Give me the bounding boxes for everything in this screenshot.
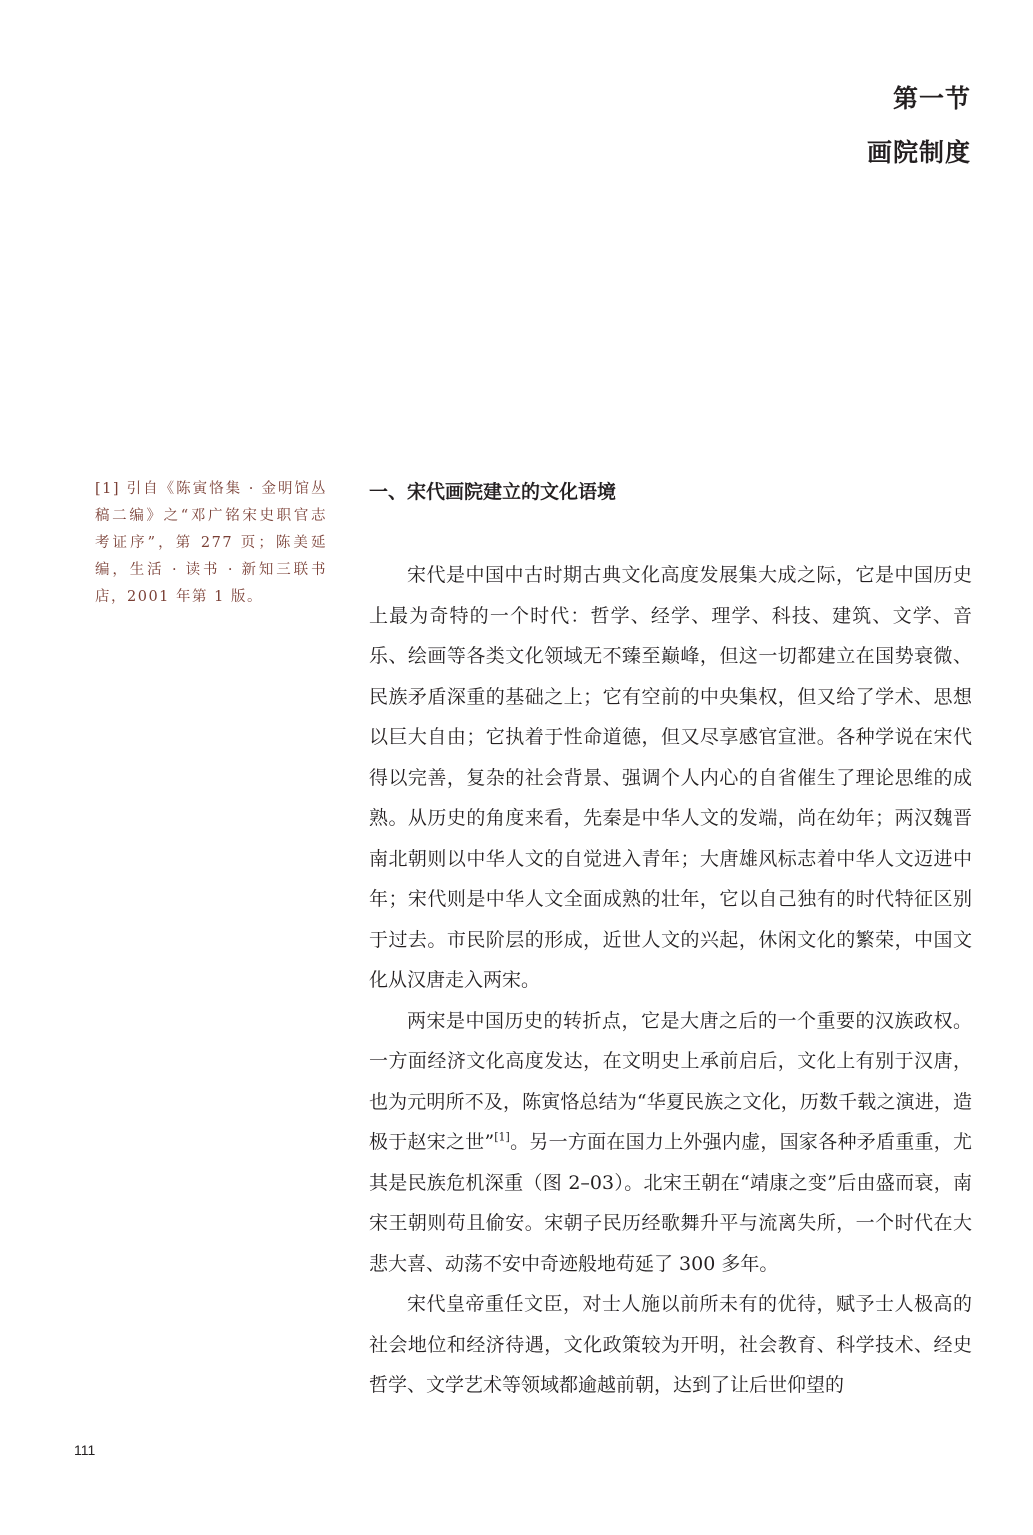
footnote: [1] 引自《陈寅恪集 · 金明馆丛稿二编》之“邓广铭宋史职官志考证序”，第 277 页；陈美延编，生活 · 读书 · 新知三联书店，2001 年第 1 版。 <box>95 481 327 605</box>
body-text <box>369 555 972 1406</box>
paragraph-2-text-b: 。另一方面在国力上外强内虚，国家各种矛盾重重，尤其是民族危机深重（图 2–03）。北宋王朝在“靖康之变”后由盛而衰，南宋王朝则苟且偷安。宋朝子民历经歌舞升平与流离失所，一个时代在大悲大喜、动荡不安中奇迹般地苟延了 300 多年。 <box>369 1131 972 1275</box>
section-heading <box>867 78 971 174</box>
subheading: 一、宋代画院建立的文化语境 <box>369 481 617 503</box>
footnote-reference[interactable]: [1] <box>494 1130 510 1144</box>
paragraph-1: 宋代是中国中古时期古典文化高度发展集大成之际，它是中国历史上最为奇特的一个时代：哲学、经学、理学、科技、建筑、文学、音乐、绘画等各类文化领域无不臻至巅峰，但这一切都建立在国势衰微、民族矛盾深重的基础之上；它有空前的中央集权，但又给了学术、思想以巨大自由；它执着于性命道德，但又尽享感官宣泄。各种学说在宋代得以完善，复杂的社会背景、强调个人内心的自省催生了理论思维的成熟。从历史的角度来看，先秦是中华人文的发端，尚在幼年；两汉魏晋南北朝则以中华人文的自觉进入青年；大唐雄风标志着中华人文迈进中年；宋代则是中华人文全面成熟的壮年，它以自己独有的时代特征区别于过去。市民阶层的形成，近世人文的兴起，休闲文化的繁荣，中国文化从汉唐走入两宋。 <box>369 564 972 991</box>
section-title: 画院制度 <box>866 138 971 167</box>
paragraph-2 <box>369 1001 972 1285</box>
page-number: 111 <box>74 1442 96 1458</box>
section-number: 第一节 <box>892 84 971 113</box>
paragraph-2-text-a: 两宋是中国历史的转折点，它是大唐之后的一个重要的汉族政权。一方面经济文化高度发达，在文明史上承前启后，文化上有别于汉唐，也为元明所不及，陈寅恪总结为“华夏民族之文化，历数千载之演进，造极于赵宋之世” <box>369 1009 972 1153</box>
paragraph-3: 宋代皇帝重任文臣，对士人施以前所未有的优待，赋予士人极高的社会地位和经济待遇，文化政策较为开明，社会教育、科学技术、经史哲学、文学艺术等领域都逾越前朝，达到了让后世仰望的 <box>369 1293 972 1396</box>
